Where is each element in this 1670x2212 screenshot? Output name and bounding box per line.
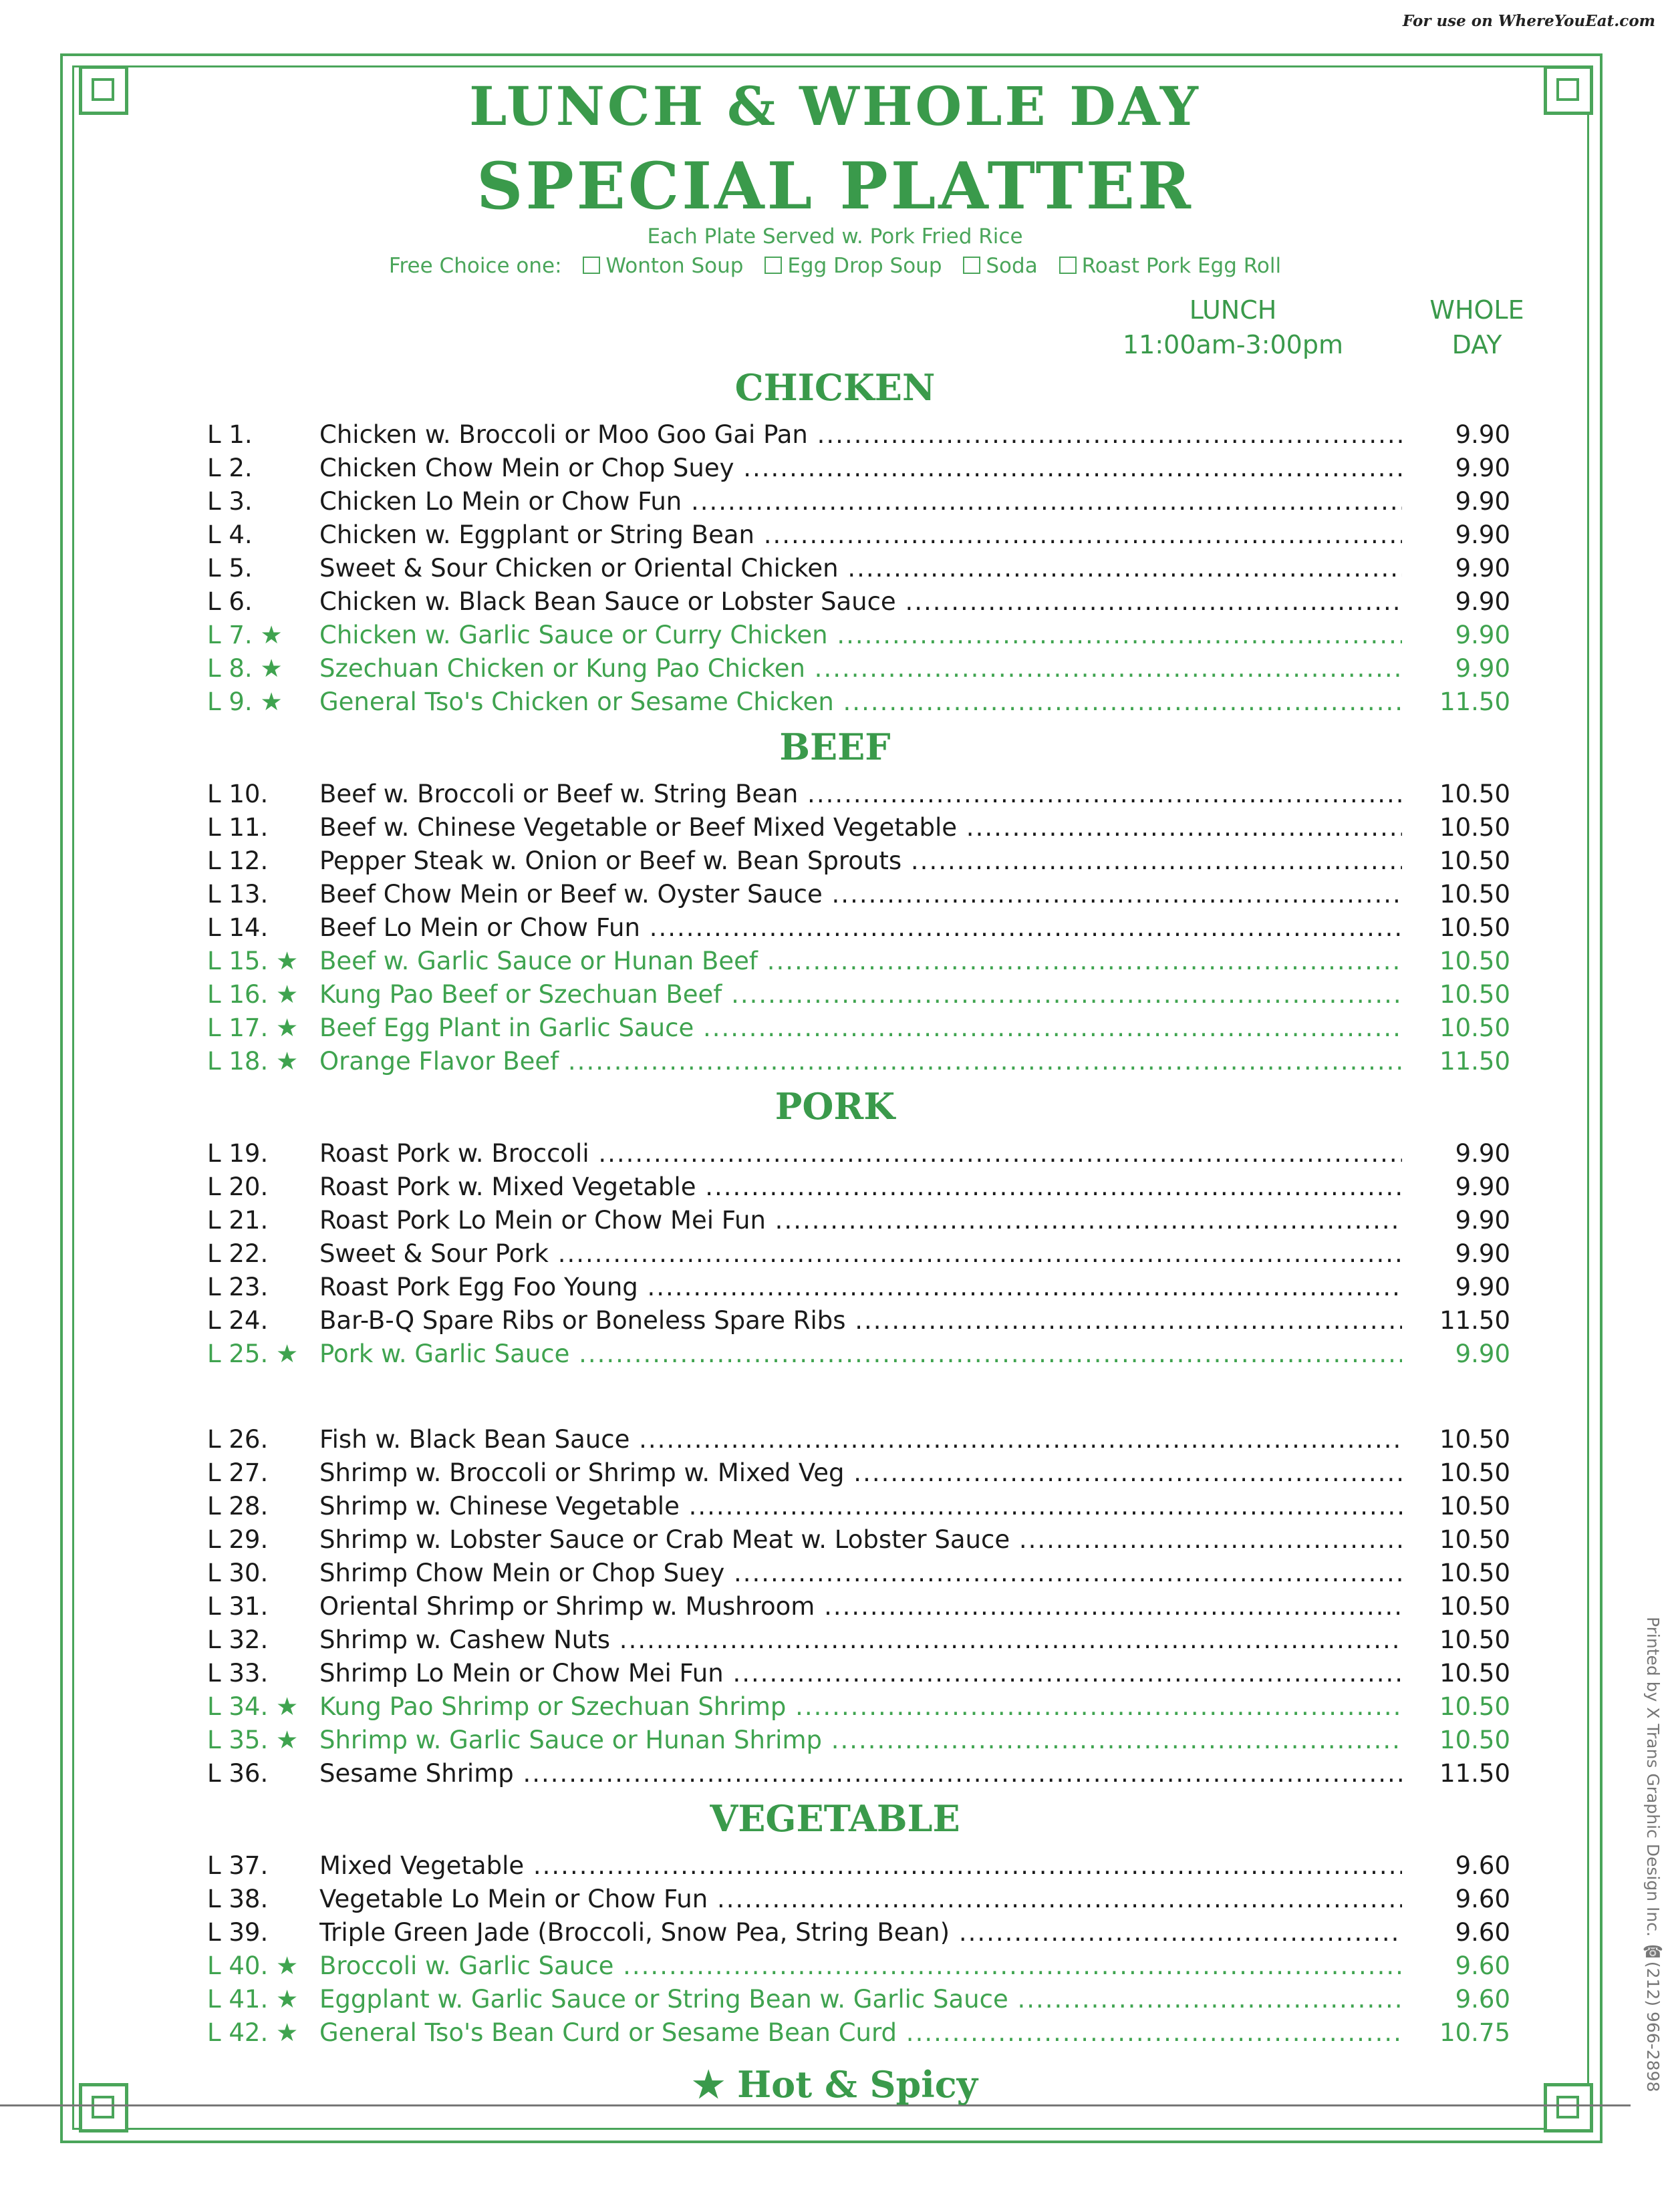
- item-name: Roast Pork Lo Mein or Chow Mei Fun .....: [319, 1204, 1402, 1237]
- item-whole-day-price: 10.50: [1403, 1623, 1510, 1657]
- item-code: L 24.: [207, 1306, 269, 1335]
- item-name: Roast Pork w. Broccoli .....: [319, 1137, 1402, 1170]
- title-line-2: SPECIAL PLATTER: [476, 148, 1194, 224]
- item-name: Beef Chow Mein or Beef w. Oyster Sauce .....: [319, 878, 1402, 911]
- free-choice-option: Roast Pork Egg Roll: [1081, 254, 1282, 278]
- item-code: L 35. ★: [207, 1726, 299, 1754]
- lunch-title: LUNCH: [1189, 295, 1277, 325]
- item-whole-day-price: 10.50: [1403, 1423, 1510, 1456]
- item-whole-day-price: 10.50: [1403, 945, 1510, 978]
- item-whole-day-price: 9.60: [1403, 1949, 1510, 1983]
- item-name: Chicken Lo Mein or Chow Fun .....: [319, 485, 1402, 518]
- free-choice-row: [0, 254, 1670, 278]
- whole-day-title: WHOLE: [1429, 295, 1524, 325]
- item-code: L 3.: [207, 487, 253, 516]
- item-whole-day-price: 9.90: [1403, 652, 1510, 685]
- item-whole-day-price: 9.90: [1403, 619, 1510, 652]
- menu-item: [200, 452, 1510, 485]
- item-name: Pepper Steak w. Onion or Beef w. Bean Sprouts .....: [319, 844, 1402, 878]
- menu-item: [200, 485, 1510, 518]
- item-code: L 12.: [207, 846, 269, 875]
- item-name: Shrimp Lo Mein or Chow Mei Fun .....: [319, 1657, 1402, 1690]
- item-name: Roast Pork Egg Foo Young .....: [319, 1271, 1402, 1304]
- item-name: Beef Egg Plant in Garlic Sauce .....: [319, 1011, 1402, 1045]
- item-name: Sweet & Sour Pork .....: [319, 1237, 1402, 1271]
- section-title: CHICKEN: [734, 366, 936, 409]
- item-code: L 11.: [207, 813, 269, 842]
- menu-item: [200, 1623, 1510, 1657]
- item-whole-day-price: 11.50: [1403, 1757, 1510, 1790]
- item-code: L 19.: [207, 1139, 269, 1168]
- item-whole-day-price: 10.50: [1403, 1456, 1510, 1490]
- menu-item: [200, 1657, 1510, 1690]
- whole-day-subtitle: DAY: [1451, 330, 1502, 359]
- menu-item: [200, 1011, 1510, 1045]
- menu-item: [200, 1490, 1510, 1523]
- item-code: L 33.: [207, 1659, 269, 1688]
- menu-item: [200, 619, 1510, 652]
- item-code: L 18. ★: [207, 1047, 299, 1076]
- item-whole-day-price: 9.90: [1403, 1271, 1510, 1304]
- item-code: L 2.: [207, 454, 253, 482]
- item-code: L 20.: [207, 1172, 269, 1201]
- item-code: L 4.: [207, 520, 253, 549]
- item-code: L 31.: [207, 1592, 269, 1621]
- checkbox-icon: [764, 257, 782, 274]
- item-code: L 6.: [207, 587, 253, 616]
- checkbox-icon: [1059, 257, 1077, 274]
- menu-item: [200, 2016, 1510, 2050]
- item-whole-day-price: 9.60: [1403, 1916, 1510, 1949]
- item-code: L 42. ★: [207, 2018, 299, 2047]
- item-whole-day-price: 10.50: [1403, 978, 1510, 1011]
- item-code: L 17. ★: [207, 1013, 299, 1042]
- item-whole-day-price: 9.90: [1403, 1237, 1510, 1271]
- item-whole-day-price: 9.60: [1403, 1883, 1510, 1916]
- item-code: L 26.: [207, 1425, 269, 1454]
- menu-item: [200, 1883, 1510, 1916]
- menu-item: [200, 945, 1510, 978]
- menu-item: [200, 1170, 1510, 1204]
- free-choice-label: Free Choice one:: [388, 254, 562, 278]
- item-code: L 40. ★: [207, 1951, 299, 1980]
- menu-item: [200, 1045, 1510, 1078]
- item-name: General Tso's Bean Curd or Sesame Bean Curd .....: [319, 2016, 1402, 2050]
- menu-item: [200, 1724, 1510, 1757]
- menu-item: [200, 1271, 1510, 1304]
- item-code: L 36.: [207, 1759, 269, 1788]
- item-name: General Tso's Chicken or Sesame Chicken .....: [319, 685, 1402, 719]
- item-name: Beef w. Broccoli or Beef w. String Bean .....: [319, 778, 1402, 811]
- menu-item: [200, 1757, 1510, 1790]
- menu-item: [200, 1137, 1510, 1170]
- menu-item: [200, 811, 1510, 844]
- item-whole-day-price: 10.50: [1403, 778, 1510, 811]
- menu-item: [200, 1916, 1510, 1949]
- item-name: Szechuan Chicken or Kung Pao Chicken .....: [319, 652, 1402, 685]
- item-name: Kung Pao Shrimp or Szechuan Shrimp .....: [319, 1690, 1402, 1724]
- menu-item: [200, 978, 1510, 1011]
- printer-credit: Printed by X Trans Graphic Design Inc. ☎(212) 966-2898: [1643, 1617, 1663, 2092]
- lunch-hours: 11:00am-3:00pm: [1123, 330, 1343, 359]
- item-whole-day-price: 11.50: [1403, 685, 1510, 719]
- item-whole-day-price: 9.90: [1403, 585, 1510, 619]
- item-whole-day-price: 10.75: [1403, 2016, 1510, 2050]
- item-code: L 23.: [207, 1273, 269, 1301]
- item-code: L 1.: [207, 420, 253, 449]
- item-whole-day-price: 10.50: [1403, 1490, 1510, 1523]
- menu-item: [200, 1557, 1510, 1590]
- item-whole-day-price: 10.50: [1403, 1657, 1510, 1690]
- item-code: L 14.: [207, 913, 269, 942]
- item-code: L 32.: [207, 1625, 269, 1654]
- menu-item: [200, 778, 1510, 811]
- item-name: Shrimp w. Chinese Vegetable .....: [319, 1490, 1402, 1523]
- item-code: L 5.: [207, 554, 253, 583]
- item-code: L 22.: [207, 1239, 269, 1268]
- menu-item: [200, 1423, 1510, 1456]
- item-code: L 37.: [207, 1851, 269, 1880]
- item-name: Pork w. Garlic Sauce .....: [319, 1337, 1402, 1371]
- menu-item: [200, 418, 1510, 452]
- item-name: Oriental Shrimp or Shrimp w. Mushroom .....: [319, 1590, 1402, 1623]
- item-whole-day-price: 10.50: [1403, 1690, 1510, 1724]
- item-name: Chicken w. Eggplant or String Bean .....: [319, 518, 1402, 552]
- hot-spicy-legend: ★ Hot & Spicy: [692, 2063, 978, 2106]
- item-name: Shrimp w. Cashew Nuts .....: [319, 1623, 1402, 1657]
- menu-item: [200, 1204, 1510, 1237]
- menu-item: [200, 1949, 1510, 1983]
- item-code: L 25. ★: [207, 1339, 299, 1368]
- free-choice-option: Wonton Soup: [605, 254, 744, 278]
- item-whole-day-price: 10.50: [1403, 1557, 1510, 1590]
- item-whole-day-price: 10.50: [1403, 878, 1510, 911]
- item-whole-day-price: 9.60: [1403, 1849, 1510, 1883]
- lunch-column-header: [1109, 293, 1357, 362]
- item-name: Fish w. Black Bean Sauce .....: [319, 1423, 1402, 1456]
- item-name: Beef w. Chinese Vegetable or Beef Mixed Vegetable .....: [319, 811, 1402, 844]
- item-name: Shrimp w. Broccoli or Shrimp w. Mixed Veg .....: [319, 1456, 1402, 1490]
- item-name: Chicken w. Black Bean Sauce or Lobster Sauce .....: [319, 585, 1402, 619]
- item-name: Chicken Chow Mein or Chop Suey .....: [319, 452, 1402, 485]
- menu-item: [200, 878, 1510, 911]
- item-code: L 9. ★: [207, 687, 283, 716]
- item-whole-day-price: 10.50: [1403, 811, 1510, 844]
- item-whole-day-price: 9.90: [1403, 418, 1510, 452]
- item-whole-day-price: 11.50: [1403, 1304, 1510, 1337]
- item-code: L 21.: [207, 1206, 269, 1235]
- item-code: L 7. ★: [207, 621, 283, 649]
- item-name: Eggplant w. Garlic Sauce or String Bean w. Garlic Sauce .....: [319, 1983, 1402, 2016]
- menu-item: [200, 911, 1510, 945]
- item-name: Roast Pork w. Mixed Vegetable .....: [319, 1170, 1402, 1204]
- item-whole-day-price: 10.50: [1403, 1590, 1510, 1623]
- item-whole-day-price: 10.50: [1403, 1011, 1510, 1045]
- item-code: L 29.: [207, 1525, 269, 1554]
- menu-item: [200, 1590, 1510, 1623]
- item-code: L 8. ★: [207, 654, 283, 683]
- item-whole-day-price: 9.90: [1403, 552, 1510, 585]
- item-whole-day-price: 9.90: [1403, 485, 1510, 518]
- menu-item: [200, 518, 1510, 552]
- menu-item: [200, 1690, 1510, 1724]
- item-name: Shrimp Chow Mein or Chop Suey .....: [319, 1557, 1402, 1590]
- item-whole-day-price: 10.50: [1403, 1523, 1510, 1557]
- item-code: L 41. ★: [207, 1985, 299, 2014]
- menu-item: [200, 1237, 1510, 1271]
- item-code: L 10.: [207, 780, 269, 808]
- item-name: Beef w. Garlic Sauce or Hunan Beef .....: [319, 945, 1402, 978]
- item-whole-day-price: 9.90: [1403, 1137, 1510, 1170]
- item-whole-day-price: 9.90: [1403, 1337, 1510, 1371]
- item-whole-day-price: 10.50: [1403, 911, 1510, 945]
- item-code: L 13.: [207, 880, 269, 909]
- menu-item: [200, 685, 1510, 719]
- item-code: L 27.: [207, 1458, 269, 1487]
- item-name: Vegetable Lo Mein or Chow Fun .....: [319, 1883, 1402, 1916]
- item-name: Bar-B-Q Spare Ribs or Boneless Spare Ribs .....: [319, 1304, 1402, 1337]
- checkbox-icon: [583, 257, 600, 274]
- menu-item: [200, 1337, 1510, 1371]
- item-name: Orange Flavor Beef .....: [319, 1045, 1402, 1078]
- title-line-1: LUNCH & WHOLE DAY: [469, 75, 1201, 138]
- item-name: Sesame Shrimp .....: [319, 1757, 1402, 1790]
- item-name: Beef Lo Mein or Chow Fun .....: [319, 911, 1402, 945]
- section-title: PORK: [775, 1085, 895, 1128]
- item-code: L 34. ★: [207, 1692, 299, 1721]
- item-code: L 30.: [207, 1559, 269, 1587]
- item-code: L 15. ★: [207, 947, 299, 975]
- item-whole-day-price: 9.90: [1403, 1204, 1510, 1237]
- item-whole-day-price: 10.50: [1403, 844, 1510, 878]
- subtitle: Each Plate Served w. Pork Fried Rice: [647, 224, 1023, 249]
- item-whole-day-price: 10.50: [1403, 1724, 1510, 1757]
- item-name: Chicken w. Garlic Sauce or Curry Chicken .....: [319, 619, 1402, 652]
- item-whole-day-price: 11.50: [1403, 1045, 1510, 1078]
- menu-item: [200, 1523, 1510, 1557]
- item-whole-day-price: 9.60: [1403, 1983, 1510, 2016]
- menu-item: [200, 1304, 1510, 1337]
- item-whole-day-price: 9.90: [1403, 1170, 1510, 1204]
- item-name: Broccoli w. Garlic Sauce .....: [319, 1949, 1402, 1983]
- watermark: For use on WhereYouEat.com: [1402, 12, 1655, 30]
- item-code: L 16. ★: [207, 980, 299, 1009]
- whole-day-column-header: [1397, 293, 1557, 362]
- menu-item: [200, 652, 1510, 685]
- item-name: Shrimp w. Garlic Sauce or Hunan Shrimp .....: [319, 1724, 1402, 1757]
- menu-item: [200, 1456, 1510, 1490]
- item-name: Triple Green Jade (Broccoli, Snow Pea, String Bean) .....: [319, 1916, 1402, 1949]
- item-name: Shrimp w. Lobster Sauce or Crab Meat w. Lobster Sauce .....: [319, 1523, 1402, 1557]
- item-name: Kung Pao Beef or Szechuan Beef .....: [319, 978, 1402, 1011]
- item-code: L 38.: [207, 1885, 269, 1913]
- menu-item: [200, 1849, 1510, 1883]
- free-choice-option: Soda: [986, 254, 1038, 278]
- item-name: Sweet & Sour Chicken or Oriental Chicken .....: [319, 552, 1402, 585]
- section-title: BEEF: [779, 726, 891, 768]
- menu-item: [200, 585, 1510, 619]
- item-name: Chicken w. Broccoli or Moo Goo Gai Pan .....: [319, 418, 1402, 452]
- menu-item: [200, 844, 1510, 878]
- item-code: L 28.: [207, 1492, 269, 1521]
- item-code: L 39.: [207, 1918, 269, 1947]
- item-whole-day-price: 9.90: [1403, 518, 1510, 552]
- free-choice-option: Egg Drop Soup: [787, 254, 942, 278]
- item-whole-day-price: 9.90: [1403, 452, 1510, 485]
- checkbox-icon: [963, 257, 980, 274]
- section-title: VEGETABLE: [710, 1797, 960, 1840]
- menu-item: [200, 1983, 1510, 2016]
- menu-item: [200, 552, 1510, 585]
- item-name: Mixed Vegetable .....: [319, 1849, 1402, 1883]
